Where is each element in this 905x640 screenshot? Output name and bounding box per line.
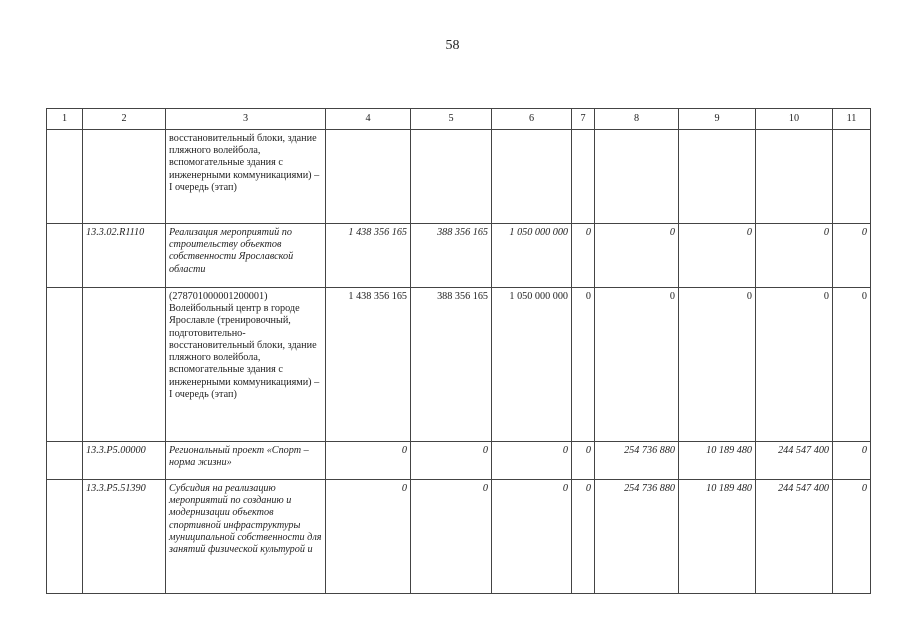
- row-value: 0: [756, 224, 833, 288]
- row-name: (278701000001200001) Волейбольный центр в городе Ярославле (тренировочный, подготовительно-восстановительный блоки, здание пляжного волейбола, вспомогательные здания с инженерными коммуникациями) – I очередь (этап): [166, 288, 326, 442]
- column-header: 4: [326, 109, 411, 130]
- row-value: [679, 130, 756, 224]
- row-value: 1 438 356 165: [326, 224, 411, 288]
- row-value: 0: [595, 224, 679, 288]
- row-value: [326, 130, 411, 224]
- column-header: 11: [833, 109, 871, 130]
- row-value: 0: [833, 480, 871, 594]
- column-header: 5: [411, 109, 492, 130]
- table-cell: [47, 442, 83, 480]
- row-value: 10 189 480: [679, 480, 756, 594]
- row-value: 0: [326, 442, 411, 480]
- row-value: 0: [756, 288, 833, 442]
- row-value: [595, 130, 679, 224]
- row-value: 0: [679, 288, 756, 442]
- row-value: 0: [833, 288, 871, 442]
- row-value: 0: [492, 480, 572, 594]
- row-code: [83, 130, 166, 224]
- table-row: [47, 288, 871, 442]
- row-value: 0: [833, 224, 871, 288]
- row-value: [833, 130, 871, 224]
- row-value: 0: [572, 442, 595, 480]
- column-header: 8: [595, 109, 679, 130]
- row-value: 0: [595, 288, 679, 442]
- column-header: 2: [83, 109, 166, 130]
- row-value: 1 438 356 165: [326, 288, 411, 442]
- row-value: 10 189 480: [679, 442, 756, 480]
- row-value: 1 050 000 000: [492, 224, 572, 288]
- row-code: [83, 288, 166, 442]
- row-value: 244 547 400: [756, 442, 833, 480]
- page-number: 58: [445, 38, 460, 53]
- row-value: 1 050 000 000: [492, 288, 572, 442]
- budget-table: [46, 108, 871, 594]
- table-row: [47, 224, 871, 288]
- column-header: 9: [679, 109, 756, 130]
- row-value: 254 736 880: [595, 480, 679, 594]
- row-value: [572, 130, 595, 224]
- row-name: Реализация мероприятий по строительству объектов собственности Ярославской области: [166, 224, 326, 288]
- row-value: 244 547 400: [756, 480, 833, 594]
- row-value: 0: [572, 480, 595, 594]
- table-cell: [47, 480, 83, 594]
- row-value: 0: [411, 480, 492, 594]
- column-header: 10: [756, 109, 833, 130]
- table-row: [47, 130, 871, 224]
- table-cell: [47, 224, 83, 288]
- column-header: 6: [492, 109, 572, 130]
- column-header: 7: [572, 109, 595, 130]
- row-value: 0: [679, 224, 756, 288]
- row-code: 13.3.P5.00000: [83, 442, 166, 480]
- row-value: 0: [326, 480, 411, 594]
- table-row: [47, 442, 871, 480]
- row-value: 388 356 165: [411, 288, 492, 442]
- row-value: [756, 130, 833, 224]
- row-name: Региональный проект «Спорт – норма жизни»: [166, 442, 326, 480]
- row-value: 0: [833, 442, 871, 480]
- row-value: [411, 130, 492, 224]
- row-value: 0: [492, 442, 572, 480]
- row-code: 13.3.P5.51390: [83, 480, 166, 594]
- row-value: 388 356 165: [411, 224, 492, 288]
- row-value: [492, 130, 572, 224]
- table-cell: [47, 288, 83, 442]
- row-name: Субсидия на реализацию мероприятий по созданию и модернизации объектов спортивной инфраструктуры муниципальной собственности для занятий физической культурой и: [166, 480, 326, 594]
- table-cell: [47, 130, 83, 224]
- row-name: восстановительный блоки, здание пляжного волейбола, вспомогательные здания с инженерными коммуникациями) – I очередь (этап): [166, 130, 326, 224]
- table-row: [47, 480, 871, 594]
- column-header: 3: [166, 109, 326, 130]
- row-code: 13.3.02.R1110: [83, 224, 166, 288]
- row-value: 0: [411, 442, 492, 480]
- header-row: [47, 109, 871, 130]
- column-header: 1: [47, 109, 83, 130]
- row-value: 0: [572, 224, 595, 288]
- row-value: 254 736 880: [595, 442, 679, 480]
- row-value: 0: [572, 288, 595, 442]
